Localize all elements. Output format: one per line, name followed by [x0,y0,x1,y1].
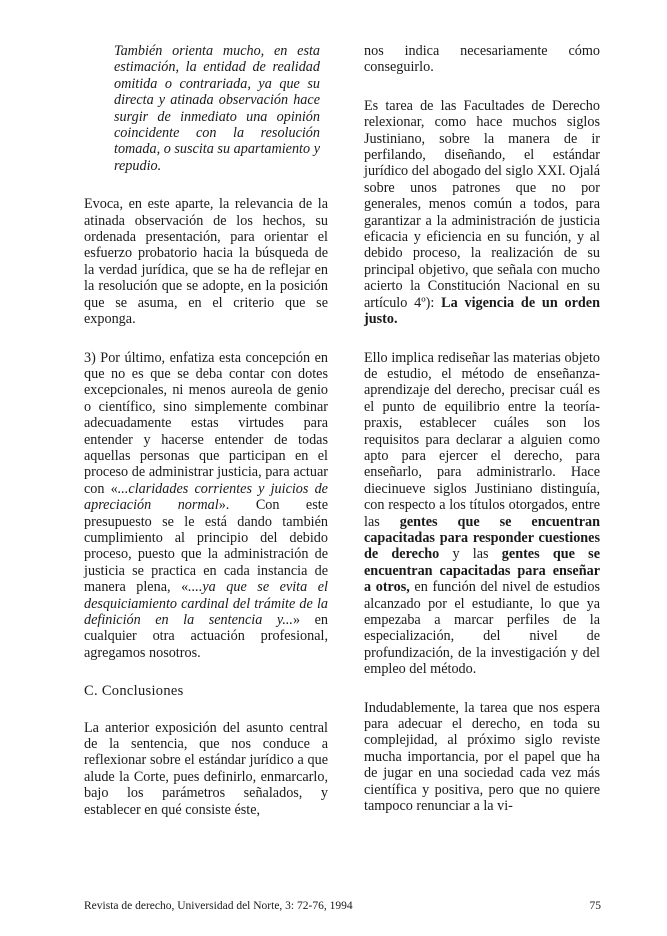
footer-citation: Revista de derecho, Universidad del Norte, 3: 72-76, 1994 [84,900,353,912]
block-quote: También orienta mucho, en esta estimación, la entidad de realidad omitida o contrariada, ya que su directa y atinada observación hace surgir de inmediato una opinión coincidente con la resolución tomada, o suscita su apartamiento y repudio. [114,43,320,174]
paragraph-redisenar [364,350,600,678]
italic-quote: ....ya que se evita el desquiciamiento cardinal del trámite de la definición en la sentencia y... [84,579,328,628]
bold-phrase: gentes que se encuentran capacitadas para responder cuestiones de derecho [364,513,600,563]
para-text: y las [439,546,502,563]
section-heading: C. Conclusiones [84,683,184,700]
paragraph-por-ultimo [84,350,328,662]
para-text: Es tarea de las Facultades de Derecho relexionar, como hace muchos siglos Justiniano, sobre la manera de ir perfilando, diseñando, el estándar jurídico del abogado del siglo XXI. Ojalá sobre unos patrones que no por generales, menos común a todos, para garantizar a la administración de justicia eficacia y eficiencia en su función, y al debido proceso, la realización de su principal objetivo, que señala con mucho acierto la Constitución Nacional en su artículo 4º): [364,97,600,311]
bold-phrase: gentes que se encuentran capacitadas para enseñar a otros, [364,546,600,596]
paragraph-indudablemente: Indudablemente, la tarea que nos espera para adecuar el derecho, en toda su complejidad, al próximo siglo reviste mucha importancia, por el papel que ha de jugar en una sociedad cada vez más científica y positiva, pero que no quiere tampoco renunciar a la vi- [364,699,600,815]
italic-quote: ...claridades corrientes y juicios de apreciación normal [84,480,328,514]
page-number: 75 [589,900,601,912]
para-text: 3) Por último, enfatiza esta concepción en que no es que se deba contar con dotes excepcionales, ni menos aureola de genio o científico, sino simplemente combinar adecuadamente estas virtudes para entender y hacerse entender de todas aquellas personas que participan en el proceso de administrar justicia, para actuar con « [84,349,328,497]
left-column [84,43,328,818]
para-text: ». Con este presupuesto se le está dando también cumplimiento al principio del debido proceso, puesto que la administración de justicia se practica en cada instancia de manera plena, « [84,497,328,596]
bold-phrase: La vigencia de un orden justo. [364,294,600,328]
right-column [364,43,600,814]
paragraph-anterior: La anterior exposición del asunto central de la sentencia, que nos conduce a reflexionar sobre el estándar jurídico a que alude la Corte, pues definirlo, enmarcarlo, bajo los parámetros señalados, y establecer en qué consiste éste, [84,719,328,818]
paragraph-evoca: Evoca, en este aparte, la relevancia de la atinada observación de los hechos, su ordenada presentación, para orientar el esfuerzo probatorio hacia la búsqueda de la verdad jurídica, que se ha de reflejar en la resolución que se adopte, en la posición que se asuma, en el criterio que se exponga. [84,196,328,328]
para-text: » en cualquier otra actuación profesional, agregamos nosotros. [84,612,328,661]
paragraph-conseguirlo: nos indica necesariamente cómo conseguirlo. [364,43,600,76]
paragraph-facultades [364,98,600,328]
para-text: Ello implica rediseñar las materias objeto de estudio, el método de enseñanza-aprendizaje del derecho, precisar cuál es el punto de equilibrio entre la teoría-praxis, establecer cuáles son los requisitos para declarar a alguien como apto para ejercer el derecho, para enseñarlo, para administrarlo. Hace diecinueve siglos Justiniano distinguía, con respecto a los títulos otorgados, entre las [364,349,600,530]
para-text: en función del nivel de estudios alcanzado por el estudiante, lo que ya empezaba a marcar perfiles de la especialización, del nivel de profundización, de la investigación y del empleo del método. [364,579,600,678]
